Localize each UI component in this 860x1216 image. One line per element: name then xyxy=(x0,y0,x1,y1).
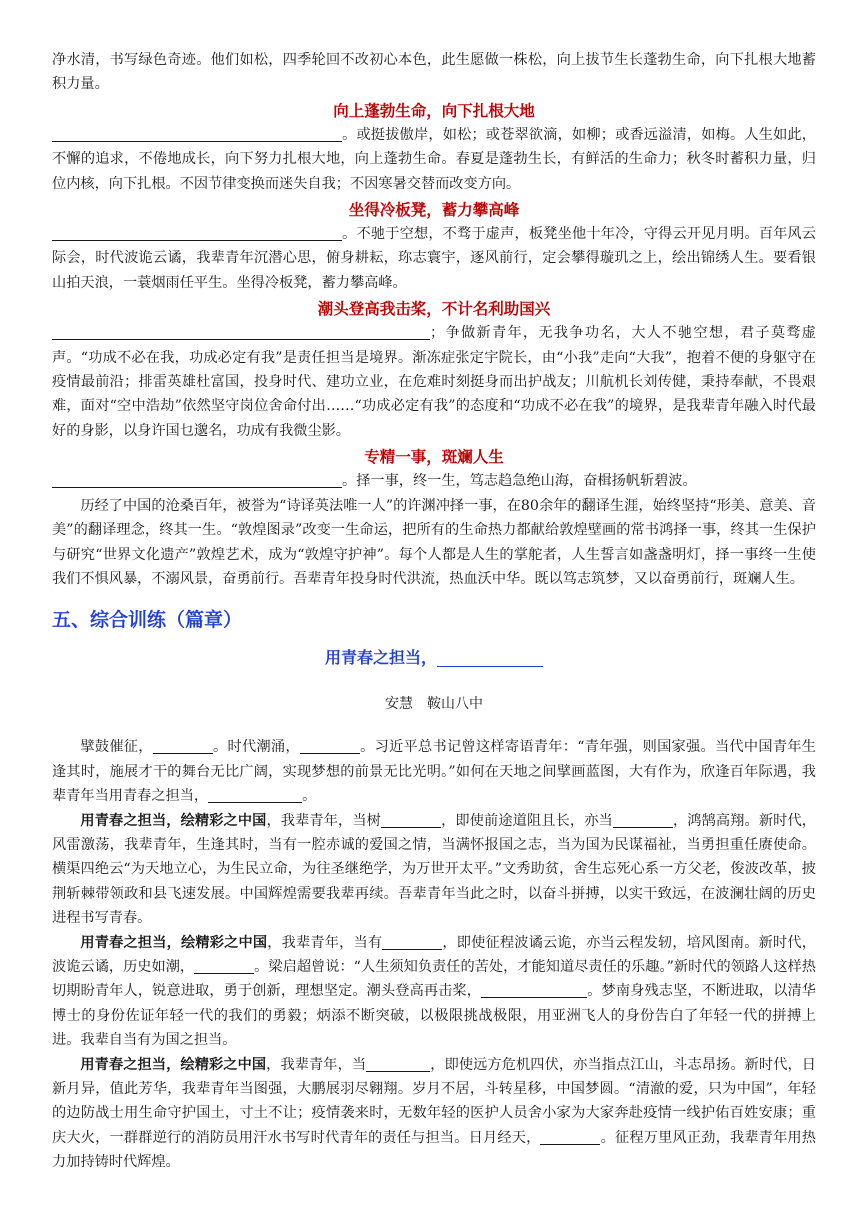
lead-text: 用青春之担当，绘精彩之中国 xyxy=(80,1056,267,1073)
text: ，我辈青年，当树 xyxy=(266,812,381,829)
answer-blank[interactable] xyxy=(481,980,587,998)
text: ，即使远方危机四伏，亦当指点江山，斗志昂扬。新时代，日新月异，值此芳华，我辈青年当图强，大鹏展羽尽翱翔。岁月不居，斗转星移，中国梦圆。“清澈的爱，只为中国”，年轻的边防战士用生命守护国土，寸土不让；疫情袭来时，无数年轻的医护人员舍小家为大家奔赴疫情一线护佑百姓安康；重庆大火，一群群逆行的消防员用汗水书写时代青年的责任与担当。日月经天， xyxy=(52,1056,816,1146)
text: 。梁启超曾说：“人生须知负责任的苦处，才能知道尽责任的乐趣。”新时代的领路人这样热切期盼青年人，锐意进取，勇于创新，理想坚定。潮头登高再击桨， xyxy=(52,958,816,1000)
lead-text: 用青春之担当，绘精彩之中国 xyxy=(80,812,267,829)
text: 。时代潮涌， xyxy=(212,739,300,756)
section-paragraph-4b: 历经了中国的沧桑百年，被誉为“诗译英法唯一人”的许渊冲择一事，在80余年的翻译生涯，始终坚持“形美、意美、音美”的翻译理念，终其一生。“敦煌图录”改变一生命运，把所有的生命热力都献给敦煌壁画的常书鸿择一事，终其一生保护与研究“世界文化遗产”敦煌艺术，成为“敦煌守护神”。每个人都是人生的掌舵者，人生誓言如盏盏明灯，择一事终一生使我们不惧风暴，不溺风景，奋勇前行。吾辈青年投身时代洪流，热血沃中华。既以笃志筑梦，又以奋勇前行，斑斓人生。 xyxy=(52,497,816,587)
answer-blank[interactable] xyxy=(52,223,342,241)
answer-blank[interactable] xyxy=(52,322,430,340)
text: ，我辈青年，当 xyxy=(266,1056,367,1073)
answer-blank[interactable] xyxy=(540,1127,600,1145)
section-paragraph-2 xyxy=(52,222,816,295)
answer-blank[interactable] xyxy=(52,470,342,488)
essay-paragraph-3 xyxy=(52,931,816,1053)
essay-title xyxy=(52,645,816,671)
paragraph-text: 。不驰于空想，不骛于虚声，板凳坐他十年冷，守得云开见月明。百年风云际会，时代波诡云谲，我辈青年沉潜心思，俯身耕耘，珎志寰宇，逐风前行，定会攀得璇玑之上，绘出锦绣人生。要看银山拍天浪，一蓑烟雨任平生。坐得冷板凳，蓄力攀高峰。 xyxy=(52,226,816,291)
paragraph-text: ；争做新青年，无我争功名，大人不驰空想，君子莫骛虚声。“功成不必在我，功成必定有我”是责任担当是境界。渐冻症张定宇院长，由“小我”走向“大我”，抱着不便的身躯守在疫情最前沿；排雷英雄杜富国，投身时代、建功立业，在危难时刻挺身而出护战友；川航机长刘传健，秉持奉献，不畏艰难，面对“空中浩劫”依然坚守岗位舍命付出……“功成必定有我”的态度和“功成不必在我”的境界，是我辈青年融入时代最好的身影，以身许国乜邈名，功成有我微尘影。 xyxy=(52,325,816,439)
answer-blank[interactable] xyxy=(194,956,254,974)
intro-paragraph: 净水清，书写绿色奇迹。他们如松，四季轮回不改初心本色，此生愿做一株松，向上拔节生长蓬勃生命，向下扎根大地蓄积力量。 xyxy=(52,52,816,93)
essay-author: 安慧 鞍山八中 xyxy=(385,696,483,713)
text: ，即使征程波谲云诡，亦当云程发轫，培风图南。新时代，波诡云谲，历史如潮， xyxy=(52,934,816,975)
section-paragraph-1 xyxy=(52,123,816,196)
text: ，鸿鹄高翔。新时代，风雷激荡，我辈青年，生逢其时，当有一腔赤诚的爱国之情，当满怀报国之志，当为国为民谋福祉，当勇担重任赓使命。横渠四绝云“为天地立心，为生民立命，为往圣继绝学，为万世开太平。”文秀助贫，舍生忘死心系一方父老，俊波改革，披荆斩棘带领政和县飞速发展。中国辉煌需要我辈再续。吾辈青年当此之时，以奋斗拼搏，以实干致远，在波澜壮阔的历史进程书写青春。 xyxy=(52,812,816,927)
text: 。 xyxy=(302,788,317,805)
answer-blank[interactable] xyxy=(366,1054,430,1072)
section-paragraph-4 xyxy=(52,469,816,493)
essay-paragraph-1 xyxy=(52,735,816,808)
essay-paragraph-4 xyxy=(52,1053,816,1175)
answer-blank[interactable] xyxy=(208,785,302,803)
text: 擘鼓催征， xyxy=(80,739,153,756)
section-heading-2: 坐得冷板凳，蓄力攀高峰 xyxy=(348,201,520,220)
answer-blank[interactable] xyxy=(153,736,213,754)
answer-blank[interactable] xyxy=(300,736,360,754)
paragraph-text: 。或挺拔傲岸，如松；或苍翠欲滴，如柳；或香远溢清，如梅。人生如此，不懈的追求，不倦地成长，向下努力扎根大地，向上蓬勃生命。春夏是蓬勃生长，有鲜活的生命力；秋冬时蓄积力量，归位内核，向下扎根。不因节律变换而迷失自我；不因寒暑交替而改变方向。 xyxy=(52,126,816,192)
text: ，我辈青年，当有 xyxy=(267,934,383,951)
document-page xyxy=(52,48,816,1175)
text: ，即使前途道阻且长，亦当 xyxy=(440,812,613,829)
section-heading-3: 潮头登高我击桨，不计名利助国兴 xyxy=(317,300,551,319)
paragraph-text: 。择一事，终一生，笃志趋急绝山海，奋楫扬帆斩碧波。 xyxy=(342,473,697,490)
answer-blank[interactable] xyxy=(52,124,342,142)
answer-blank[interactable] xyxy=(381,810,441,828)
section-heading-4: 专精一事，斑斓人生 xyxy=(364,448,504,467)
section5-heading: 五、综合训练（篇章） xyxy=(52,609,243,632)
section-paragraph-3 xyxy=(52,321,816,443)
essay-title-text: 用青春之担当， xyxy=(324,648,437,668)
lead-text: 用青春之担当，绘精彩之中国 xyxy=(80,934,268,951)
answer-blank[interactable] xyxy=(613,810,673,828)
text: 。征程万里风正劲，我辈青年用热力加持铸时代辉煌。 xyxy=(52,1129,816,1171)
answer-blank[interactable] xyxy=(382,932,442,950)
essay-paragraph-2 xyxy=(52,809,816,931)
text: 。梦南身残志坚，不断进取，以清华博士的身份佐证年轻一代的我们的勇毅；炳添不断突破，以极限挑战极限，用亚洲飞人的身份告白了年轻一代的拼搏上进。我辈自当有为国之担当。 xyxy=(52,983,816,1049)
title-blank[interactable] xyxy=(437,648,543,667)
text: 。习近平总书记曾这样寄语青年：“青年强，则国家强。当代中国青年生逢其时，施展才干的舞台无比广阔，实现梦想的前景无比光明。”如何在天地之间擘画蓝图，大有作为，欣逢百年际遇，我辈青年当用青春之担当， xyxy=(52,739,816,805)
section-heading-1: 向上蓬勃生命，向下扎根大地 xyxy=(333,101,535,120)
